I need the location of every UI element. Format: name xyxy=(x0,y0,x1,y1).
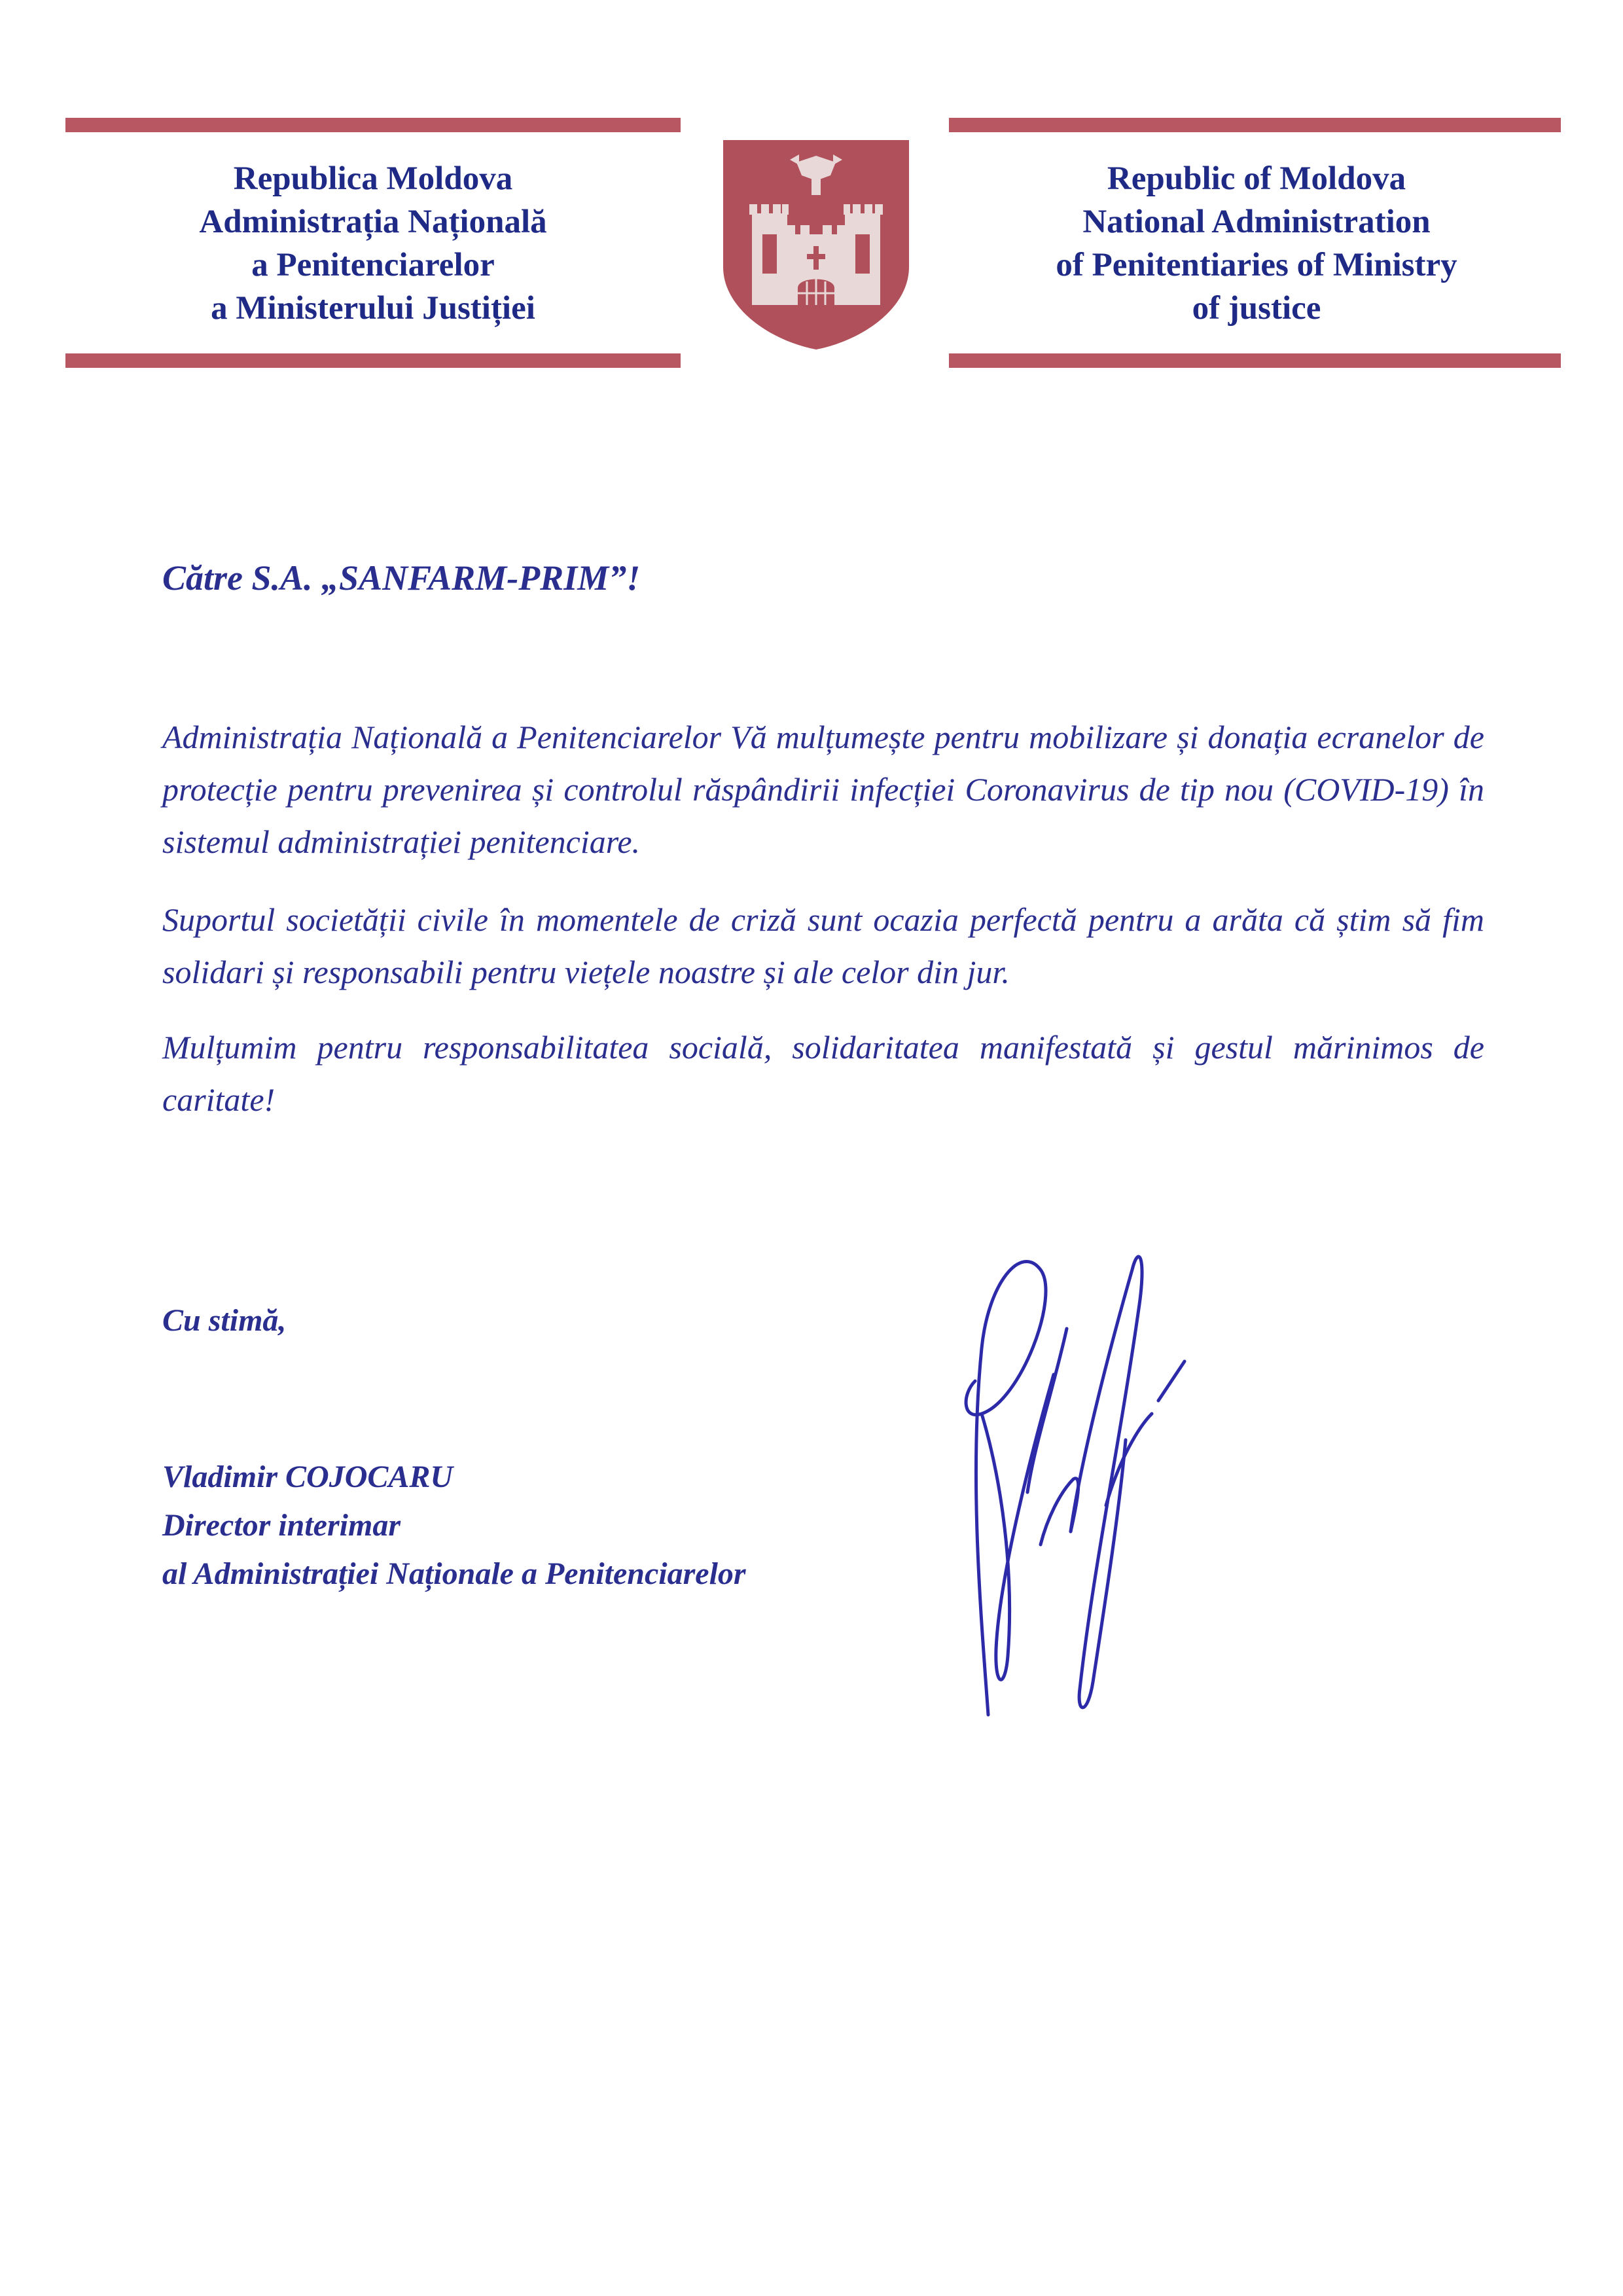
header-right-line3: of Penitentiaries of Ministry xyxy=(1056,247,1457,283)
header-bar-bottom-right xyxy=(949,353,1561,368)
body-paragraph-1: Administrația Națională a Penitenciarelor Vă mulțumește pentru mobilizare și donația ecranelor de protecție pentru prevenirea și controlul răspândirii infecției Coronavirus de tip nou (COVID-19) în sistemul administrației penitenciare. xyxy=(162,719,1484,860)
header-left-line2: Administrația Națională xyxy=(199,204,547,240)
signatory-title: Director interimar xyxy=(162,1508,401,1543)
closing-salutation: Cu stimă, xyxy=(162,1303,287,1338)
coat-of-arms-castle-icon xyxy=(718,136,914,352)
header-right-line2: National Administration xyxy=(1082,204,1431,240)
signatory-organization: al Administrației Naționale a Penitenciarelor xyxy=(162,1556,746,1591)
signatory-block xyxy=(162,1453,746,1598)
header-bar-top-right xyxy=(949,118,1561,132)
header-bar-bottom-left xyxy=(65,353,681,368)
header-right-english xyxy=(949,157,1564,330)
header-left-romanian xyxy=(65,157,681,330)
header-left-line1: Republica Moldova xyxy=(233,160,513,197)
header-left-line4: a Ministerului Justiției xyxy=(211,290,535,327)
body-paragraph-3: Mulțumim pentru responsabilitatea socială, solidaritatea manifestată și gestul mărinimos de caritate! xyxy=(162,1029,1484,1118)
signatory-name: Vladimir COJOCARU xyxy=(162,1460,454,1494)
handwritten-signature-icon xyxy=(942,1230,1191,1754)
recipient-line: Către S.A. „SANFARM-PRIM”! xyxy=(162,558,641,598)
header-left-line3: a Penitenciarelor xyxy=(251,247,495,283)
header-bar-top-left xyxy=(65,118,681,132)
body-paragraph-2: Suportul societății civile în momentele de criză sunt ocazia perfectă pentru a arăta că știm să fim solidari și responsabili pentru viețele noastre și ale celor din jur. xyxy=(162,901,1484,990)
header-right-line4: of justice xyxy=(1192,290,1321,327)
header-right-line1: Republic of Moldova xyxy=(1107,160,1406,197)
